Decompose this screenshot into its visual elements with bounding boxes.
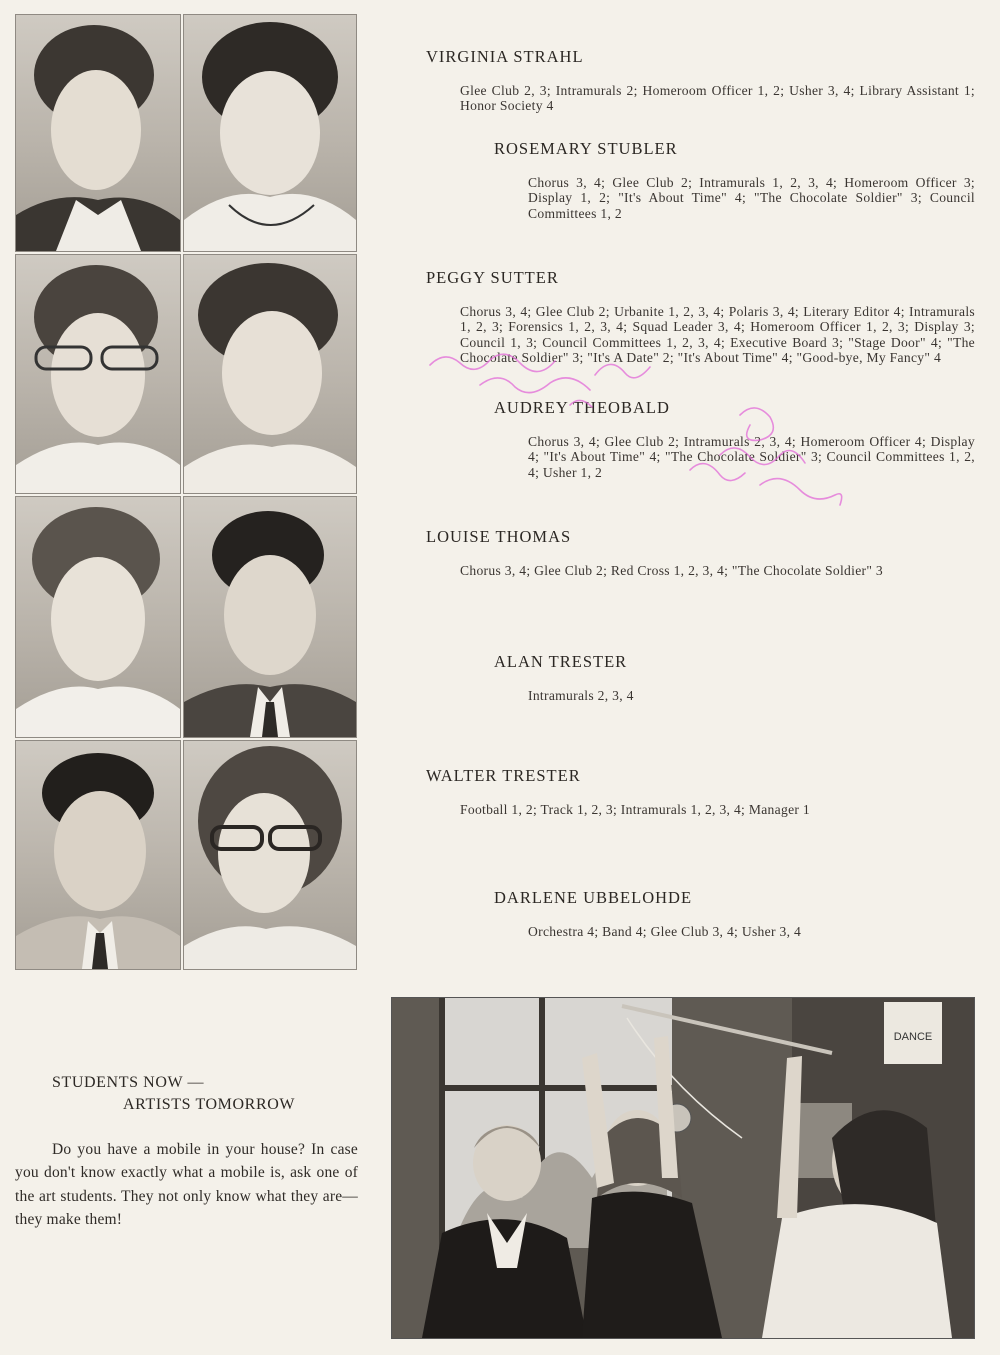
caption-title-line2: ARTISTS TOMORROW <box>123 1096 296 1113</box>
student-name: AUDREY THEOBALD <box>494 398 670 417</box>
student-name: ALAN TRESTER <box>494 652 628 671</box>
student-name: ROSEMARY STUBLER <box>494 139 678 158</box>
entry-alan-trester <box>494 652 975 703</box>
portrait-rosemary-stubler <box>183 14 357 252</box>
student-activities: Orchestra 4; Band 4; Glee Club 3, 4; Usher 3, 4 <box>528 924 802 939</box>
student-activities: Football 1, 2; Track 1, 2, 3; Intramurals 1, 2, 3, 4; Manager 1 <box>460 802 811 817</box>
portrait-virginia-strahl <box>15 14 181 252</box>
student-name: VIRGINIA STRAHL <box>426 47 584 66</box>
entry-audrey-theobald <box>494 398 975 480</box>
caption-title-line1: STUDENTS NOW — <box>52 1074 205 1091</box>
entry-walter-trester <box>426 766 975 817</box>
portrait-darlene-ubbelohde <box>183 740 357 970</box>
student-name: PEGGY SUTTER <box>426 268 559 287</box>
caption-body: Do you have a mobile in your house? In case you don't know exactly what a mobile is, ask one of the art students. They not only know what they are—they make them! <box>15 1141 358 1228</box>
entry-louise-thomas <box>426 527 975 578</box>
entry-rosemary-stubler <box>494 139 975 221</box>
student-name: LOUISE THOMAS <box>426 527 572 546</box>
student-activities: Intramurals 2, 3, 4 <box>528 688 634 703</box>
portrait-audrey-theobald <box>183 254 357 494</box>
dance-sign-text: DANCE <box>893 1031 933 1043</box>
entry-darlene-ubbelohde <box>494 888 975 939</box>
entry-virginia-strahl <box>426 47 975 114</box>
portrait-walter-trester <box>15 740 181 970</box>
student-activities: Chorus 3, 4; Glee Club 2; Red Cross 1, 2, 3, 4; "The Chocolate Soldier" 3 <box>460 563 884 578</box>
student-name: WALTER TRESTER <box>426 766 581 785</box>
portrait-alan-trester <box>183 496 357 738</box>
student-activities: Chorus 3, 4; Glee Club 2; Intramurals 2, 3, 4; Homeroom Officer 4; Display 4; "It's About Time" 4; "The Chocolate Soldier" 3; Council Committees 1, 2, 4; Usher 1, 2 <box>528 434 975 480</box>
student-name: DARLENE UBBELOHDE <box>494 888 693 907</box>
art-students-photo <box>391 997 975 1339</box>
caption-title <box>52 1072 295 1116</box>
student-activities: Chorus 3, 4; Glee Club 2; Urbanite 1, 2, 3, 4; Polaris 3, 4; Literary Editor 4; Intramurals 1, 2, 3; Forensics 1, 2, 3, 4; Squad Leader 3, 4; Homeroom Officer 1, 2, 3; Display 3; Council 1, 3; Council Committees 1, 2, 3, 4; Executive Board 3; "Stage Door" 4; "The Chocolate Soldier" 3; "It's A Date" 2; "It's About Time" 4; "Good-bye, My Fancy" 4 <box>460 304 975 366</box>
entry-peggy-sutter <box>426 268 975 366</box>
portrait-grid <box>15 14 357 968</box>
portrait-louise-thomas <box>15 496 181 738</box>
student-activities: Glee Club 2, 3; Intramurals 2; Homeroom Officer 1, 2; Usher 3, 4; Library Assistant 1; Honor Society 4 <box>460 83 975 114</box>
student-activities: Chorus 3, 4; Glee Club 2; Intramurals 1, 2, 3, 4; Homeroom Officer 3; Display 1, 2; "It's About Time" 4; "The Chocolate Soldier" 3; Council Committees 1, 2 <box>528 175 975 221</box>
portrait-peggy-sutter <box>15 254 181 494</box>
